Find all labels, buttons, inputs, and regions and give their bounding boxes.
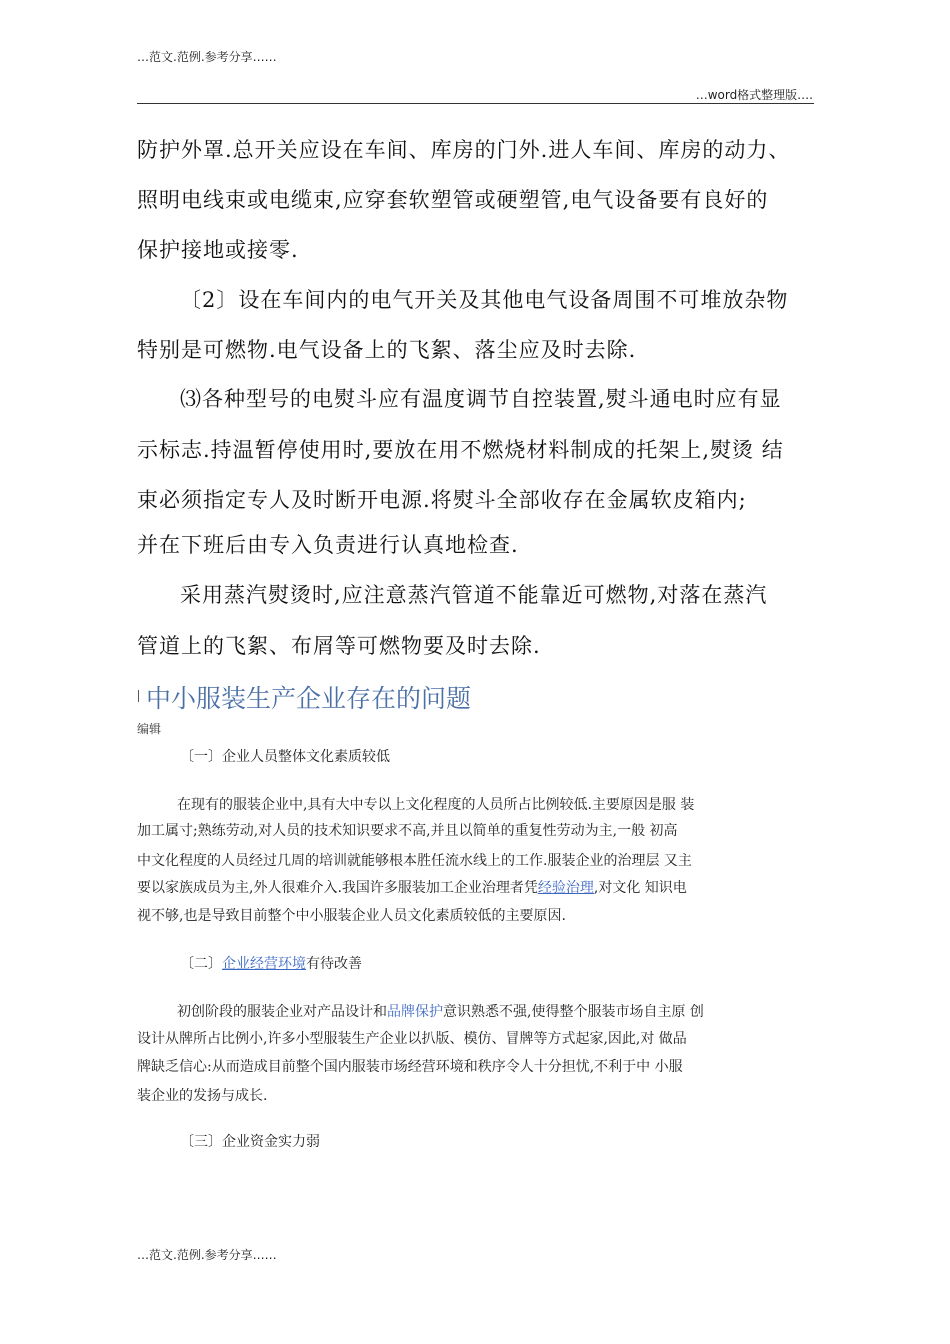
sub1-line4 xyxy=(137,877,687,897)
para3-line1: ⑶各种型号的电熨斗应有温度调节自控装置,熨斗通电时应有显 xyxy=(180,387,782,411)
sub2-heading-prefix: 〔二〕 xyxy=(180,956,222,972)
sub1-line4-text: 要以家族成员为主,外人很难介入.我国许多服装加工企业治理者凭 xyxy=(137,880,538,896)
brand-protection-link[interactable]: 品牌保护 xyxy=(387,1004,443,1020)
experience-management-link[interactable]: 经验治理 xyxy=(537,880,594,896)
para2-line2: 特别是可燃物.电气设备上的飞絮、落尘应及时去除. xyxy=(137,338,637,362)
section-title: 中小服装生产企业存在的问题 xyxy=(146,684,472,713)
business-environment-link[interactable]: 企业经营环境 xyxy=(222,956,306,972)
para1-line3: 保护接地或接零. xyxy=(137,238,299,262)
sub3-heading: 〔三〕企业资金实力弱 xyxy=(180,1134,320,1150)
sub2-line1-after: 意识熟悉不强,使得整个服装市场自主原 创 xyxy=(443,1004,704,1020)
sub2-line4: 装企业的发扬与成长. xyxy=(137,1088,268,1104)
sub2-heading-suffix: 有待改善 xyxy=(306,956,362,972)
edit-link[interactable]: 编辑 xyxy=(137,722,162,736)
para2-line1: 〔2〕设在车间内的电气开关及其他电气设备周围不可堆放杂物 xyxy=(180,288,789,312)
sub2-line1-text: 初创阶段的服装企业对产品设计和 xyxy=(177,1004,387,1020)
sub2-line3: 牌缺乏信心:从而造成目前整个国内服装市场经营环境和秩序令人十分担忧,不利于中 小服 xyxy=(137,1059,683,1075)
sub1-line5: 视不够,也是导致目前整个中小服装企业人员文化素质较低的主要原因. xyxy=(137,908,566,924)
header-divider xyxy=(137,103,814,104)
sub2-line2: 设计从牌所占比例小,许多小型服装生产企业以扒版、模仿、冒牌等方式起家,因此,对 做品 xyxy=(137,1031,687,1047)
header-left-text: …范文.范例.参考分享…… xyxy=(137,50,277,64)
sub1-heading: 〔一〕企业人员整体文化素质较低 xyxy=(180,749,390,765)
footer-left-text: …范文.范例.参考分享…… xyxy=(137,1248,277,1262)
sub1-line4-after: ,对文化 知识电 xyxy=(593,880,687,896)
para3-line4: 并在下班后由专入负责进行认真地检查. xyxy=(137,533,519,557)
para1-line1: 防护外罩.总开关应设在车间、库房的门外.进人车间、库房的动力、 xyxy=(137,138,791,162)
para4-line2: 管道上的飞絮、布屑等可燃物要及时去除. xyxy=(137,634,541,658)
para4-line1: 采用蒸汽熨烫时,应注意蒸汽管道不能靠近可燃物,对落在蒸汽 xyxy=(180,583,768,607)
sub1-line1: 在现有的服装企业中,具有大中专以上文化程度的人员所占比例较低.主要原因是服 装 xyxy=(177,797,695,813)
heading-marker xyxy=(138,690,139,702)
para1-line2: 照明电线束或电缆束,应穿套软塑管或硬塑管,电气设备要有良好的 xyxy=(137,188,769,212)
para3-line3: 束必须指定专人及时断开电源.将熨斗全部收存在金属软皮箱内; xyxy=(137,488,747,512)
sub2-heading xyxy=(180,953,362,973)
sub1-line2: 加工属寸;熟练劳动,对人员的技术知识要求不高,并且以简单的重复性劳动为主,一般 初高 xyxy=(137,823,678,839)
para3-line2: 示标志.持温暂停使用时,要放在用不燃烧材料制成的托架上,熨烫 结 xyxy=(137,438,784,462)
sub1-line3: 中文化程度的人员经过几周的培训就能够根本胜任流水线上的工作.服装企业的治理层 又主 xyxy=(137,853,692,869)
sub2-line1 xyxy=(177,1001,704,1021)
header-right-text: …word格式整理版…. xyxy=(695,88,813,102)
